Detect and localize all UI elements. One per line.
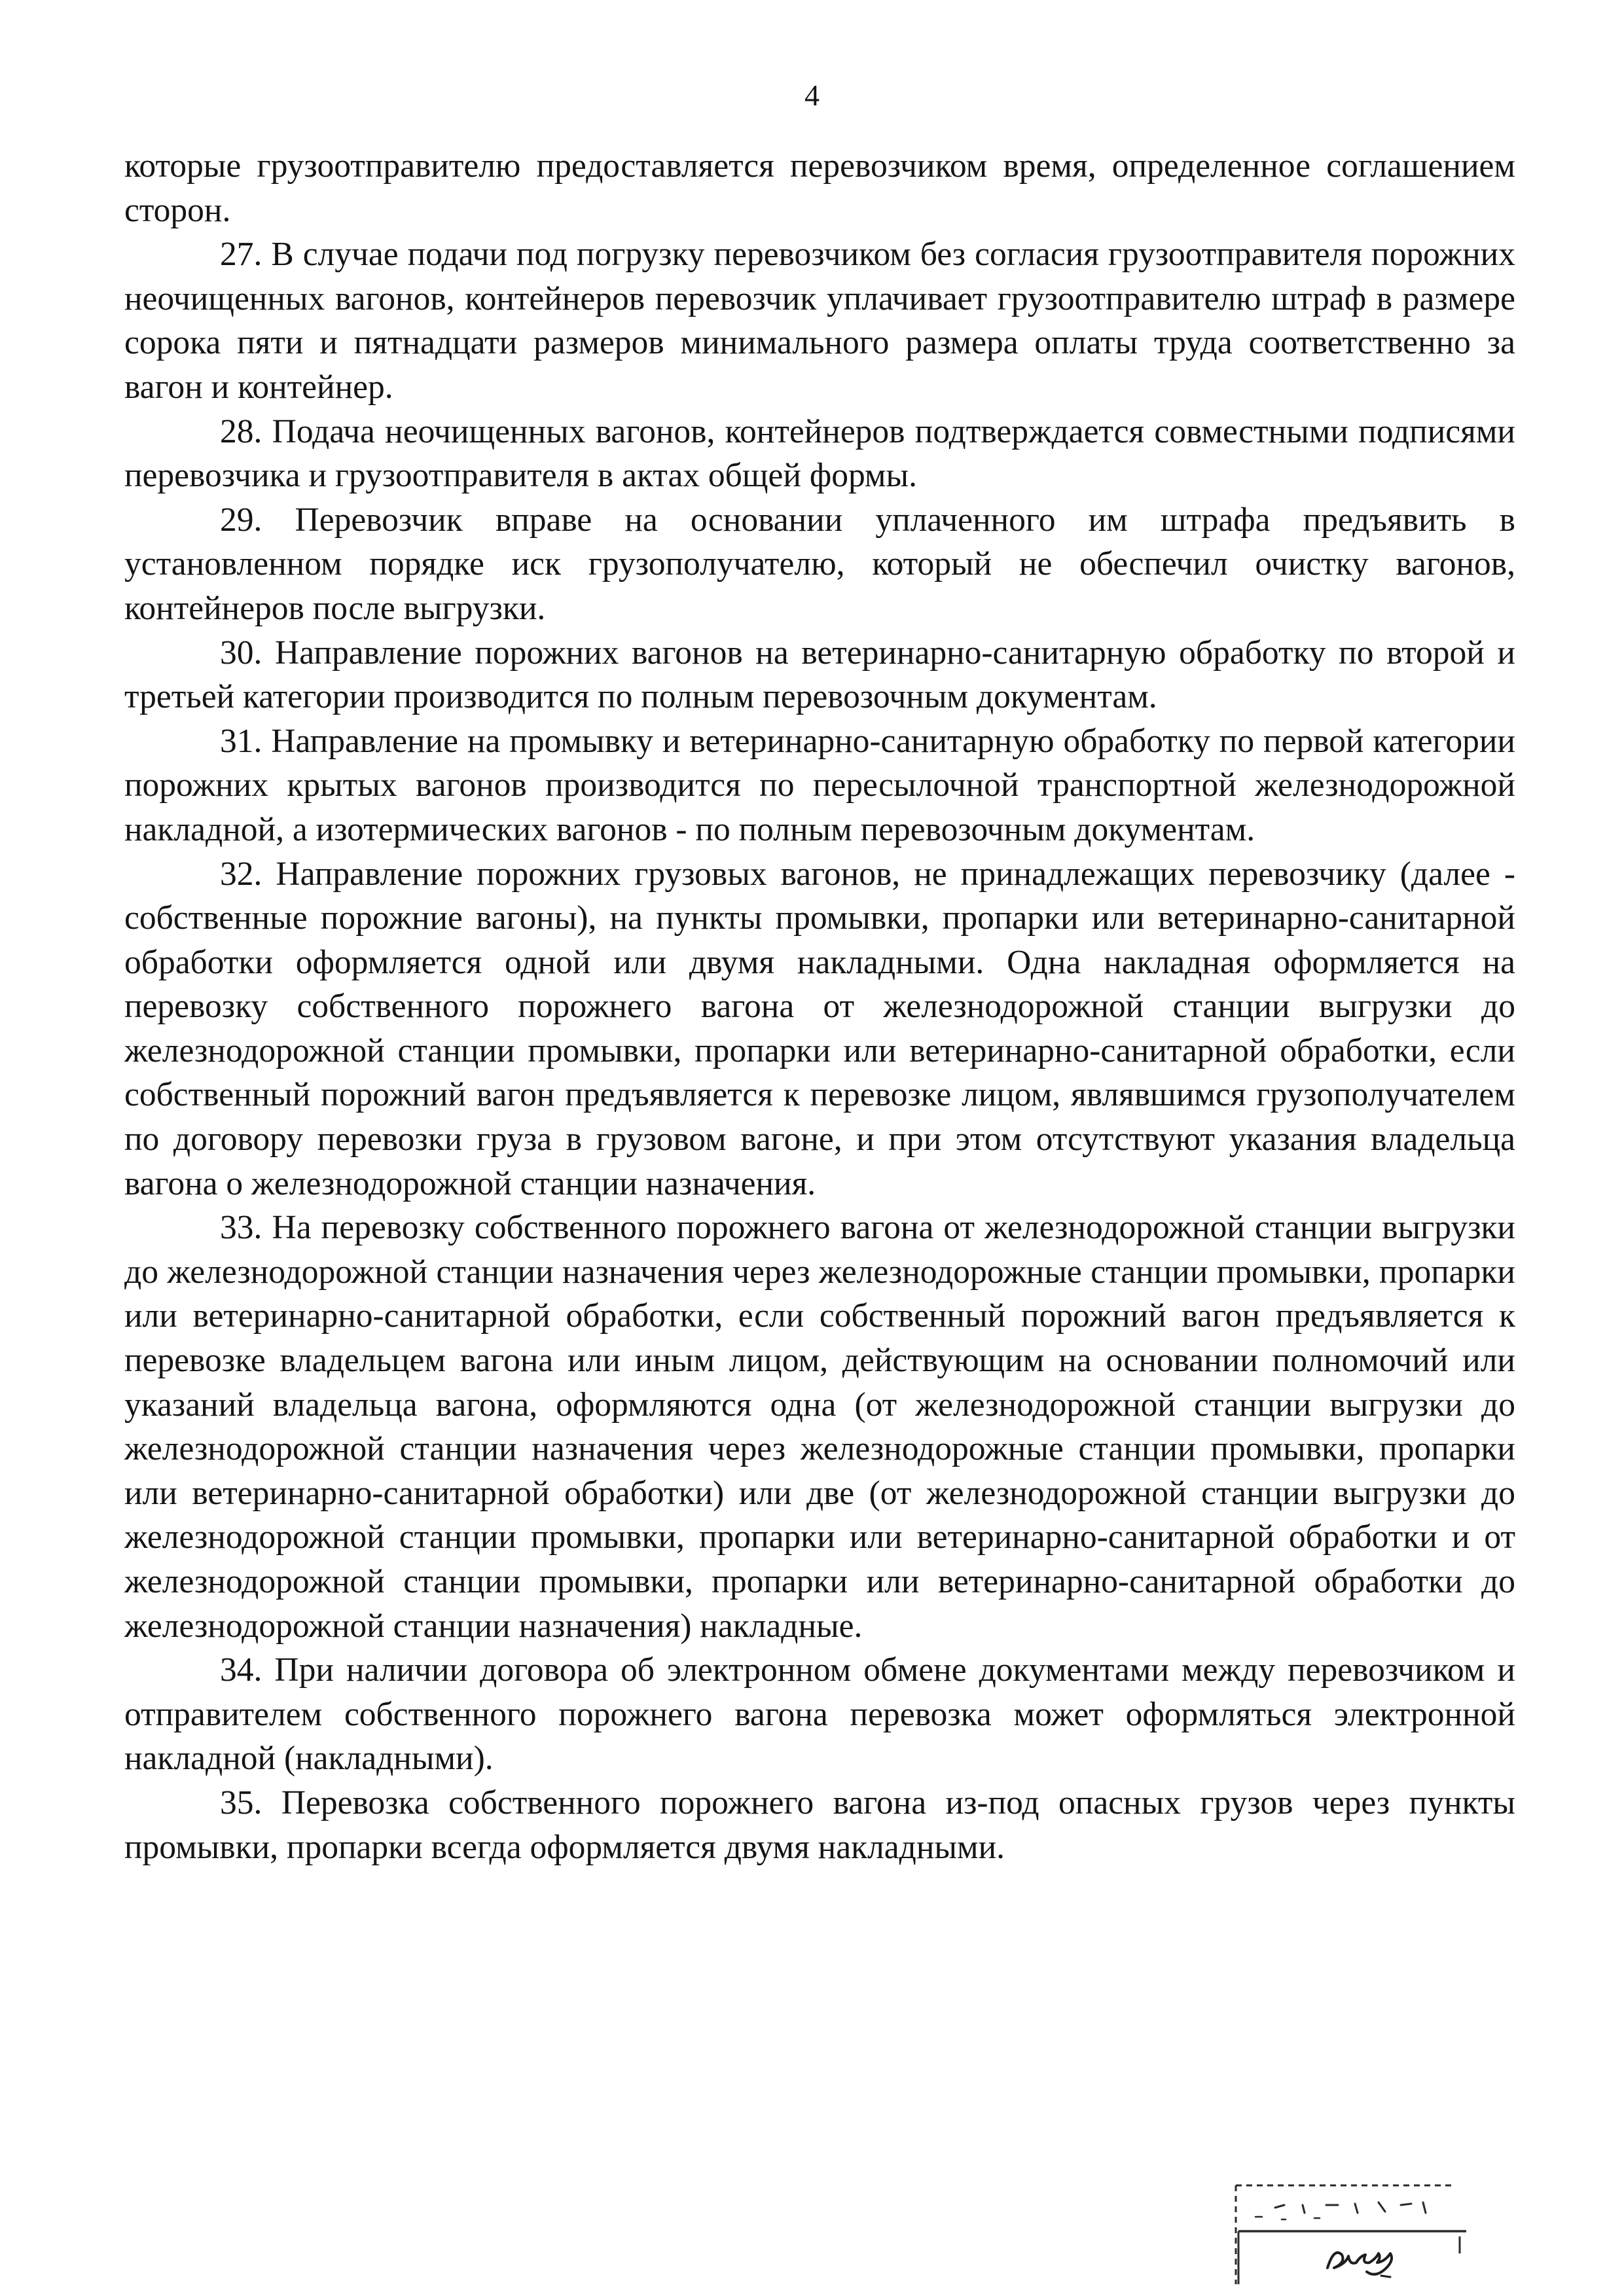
paragraph-31: 31. Направление на промывку и ветеринарно-санитарную обработку по первой категории порожних крытых вагонов производится по пересылочной транспортной железнодорожной накладной, а изотермических вагонов - по полным перевозочным документам. bbox=[124, 722, 1515, 848]
paragraph-32: 32. Направление порожних грузовых вагонов, не принадлежащих перевозчику (далее - собственные порожние вагоны), на пункты промывки, пропарки или ветеринарно-санитарной обработки оформляется одной или двумя накладными. Одна накладная оформляется на перевозку собственного порожнего вагона от железнодорожной станции выгрузки до железнодорожной станции промывки, пропарки или ветеринарно-санитарной обработки, если собственный порожний вагон предъявляется к перевозке лицом, являвшимся грузополучателем по договору перевозки груза в грузовом вагоне, и при этом отсутствуют указания владельца вагона о железнодорожной станции назначения. bbox=[124, 855, 1515, 1202]
paragraph-28: 28. Подача неочищенных вагонов, контейнеров подтверждается совместными подписями перевозчика и грузоотправителя в актах общей формы. bbox=[124, 412, 1515, 495]
paragraph-29: 29. Перевозчик вправе на основании уплаченного им штрафа предъявить в установленном порядке иск грузополучателю, который не обеспечил очистку вагонов, контейнеров после выгрузки. bbox=[124, 501, 1515, 627]
document-body bbox=[124, 144, 1515, 1869]
paragraph-35: 35. Перевозка собственного порожнего вагона из-под опасных грузов через пункты промывки, пропарки всегда оформляется двумя накладными. bbox=[124, 1784, 1515, 1866]
paragraph-34: 34. При наличии договора об электронном обмене документами между перевозчиком и отправителем собственного порожнего вагона перевозка может оформляться электронной накладной (накладными). bbox=[124, 1651, 1515, 1778]
page-number: 4 bbox=[804, 79, 820, 112]
stamp-mark bbox=[1229, 2176, 1478, 2287]
paragraph-27: 27. В случае подачи под погрузку перевозчиком без согласия грузоотправителя порожних неочищенных вагонов, контейнеров перевозчик уплачивает грузоотправителю штраф в размере сорока пяти и пятнадцати размеров минимального размера оплаты труда соответственно за вагон и контейнер. bbox=[124, 236, 1515, 406]
paragraph-26-continued: которые грузоотправителю предоставляется перевозчиком время, определенное соглашением сторон. bbox=[124, 147, 1515, 229]
paragraph-33: 33. На перевозку собственного порожнего вагона от железнодорожной станции выгрузки до железнодорожной станции назначения через железнодорожные станции промывки, пропарки или ветеринарно-санитарной обработки, если собственный порожний вагон предъявляется к перевозке владельцем вагона или иным лицом, действующим на основании полномочий или указаний владельца вагона, оформляются одна (от железнодорожной станции выгрузки до железнодорожной станции назначения через железнодорожные станции промывки, пропарки или ветеринарно-санитарной обработки) или две (от железнодорожной станции выгрузки до железнодорожной станции промывки, пропарки или ветеринарно-санитарной обработки и от железнодорожной станции промывки, пропарки или ветеринарно-санитарной обработки до железнодорожной станции назначения) накладные. bbox=[124, 1209, 1515, 1645]
paragraph-30: 30. Направление порожних вагонов на ветеринарно-санитарную обработку по второй и третьей категории производится по полным перевозочным документам. bbox=[124, 634, 1515, 716]
approval-stamp bbox=[1229, 2176, 1478, 2287]
